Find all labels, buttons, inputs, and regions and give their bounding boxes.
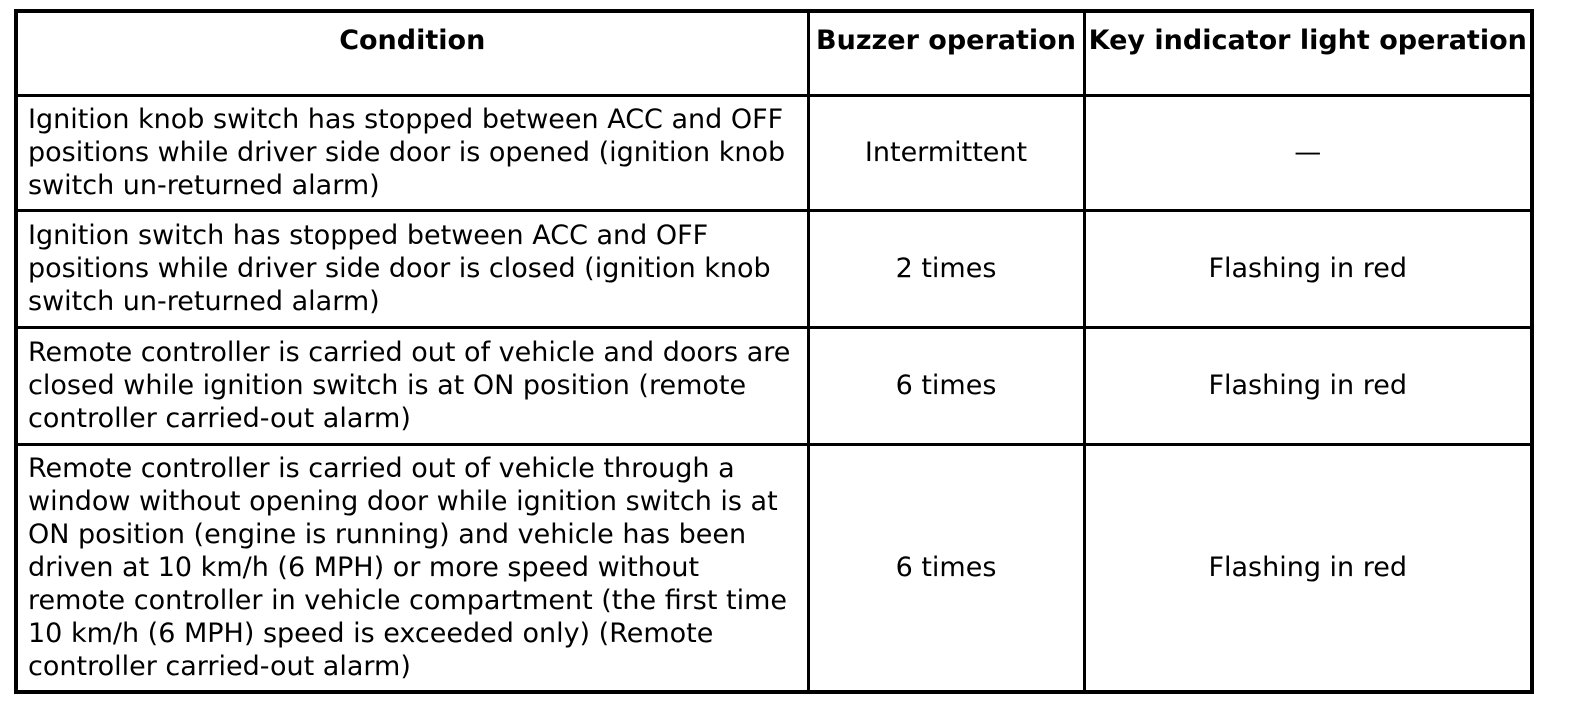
key-light-cell: — xyxy=(1084,95,1532,210)
alarm-condition-table xyxy=(14,9,1534,694)
condition-cell: Remote controller is carried out of vehicle through a window without opening door while ignition switch is at ON position (engine is running) and vehicle has been driven at 10 km/h (6 MPH) or more speed without remote controller in vehicle compartment (the first time 10 km/h (6 MPH) speed is exceeded only) (Remote controller carried-out alarm) xyxy=(16,444,808,692)
table-row xyxy=(16,327,1532,444)
header-condition: Condition xyxy=(16,11,808,95)
buzzer-cell: 6 times xyxy=(808,444,1084,692)
buzzer-cell: 6 times xyxy=(808,327,1084,444)
buzzer-cell: 2 times xyxy=(808,210,1084,327)
table-header xyxy=(16,11,1532,95)
table-row xyxy=(16,95,1532,210)
header-key-indicator-light-operation: Key indicator light operation xyxy=(1084,11,1532,95)
table-row xyxy=(16,210,1532,327)
header-buzzer-operation: Buzzer operation xyxy=(808,11,1084,95)
header-row xyxy=(16,11,1532,95)
key-light-cell: Flashing in red xyxy=(1084,327,1532,444)
key-light-cell: Flashing in red xyxy=(1084,210,1532,327)
condition-cell: Ignition switch has stopped between ACC and OFF positions while driver side door is closed (ignition knob switch un-returned alarm) xyxy=(16,210,808,327)
table-body xyxy=(16,95,1532,692)
key-light-cell: Flashing in red xyxy=(1084,444,1532,692)
table-row xyxy=(16,444,1532,692)
condition-cell: Remote controller is carried out of vehicle and doors are closed while ignition switch is at ON position (remote controller carried-out alarm) xyxy=(16,327,808,444)
buzzer-cell: Intermittent xyxy=(808,95,1084,210)
condition-cell: Ignition knob switch has stopped between ACC and OFF positions while driver side door is opened (ignition knob switch un-returned alarm) xyxy=(16,95,808,210)
